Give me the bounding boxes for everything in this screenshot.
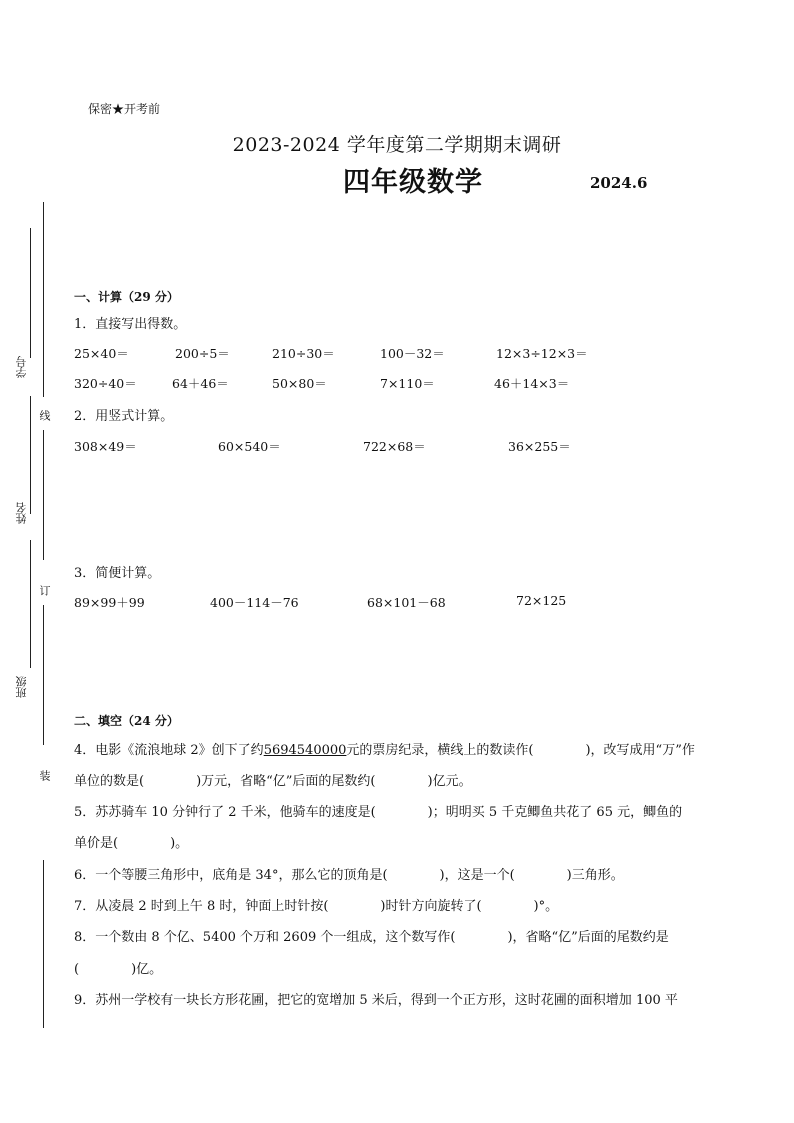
- q4-post: 元的票房纪录，横线上的数读作( )，改写成用“万”作: [346, 743, 695, 758]
- q1-problem: 25×40＝: [74, 346, 129, 361]
- q1-problem: 320÷40＝: [74, 376, 137, 391]
- name-field-line-1: [30, 228, 31, 358]
- binding-line-1: [43, 202, 44, 397]
- q9-text: 9．苏州一学校有一块长方形花圃，把它的宽增加 5 米后，得到一个正方形，这时花圃的面积增加 100 平: [74, 993, 678, 1008]
- q4-box-office-number: 5694540000: [263, 743, 347, 758]
- exam-title: 2023-2024 学年度第二学期期末调研: [232, 134, 562, 156]
- q1-problem: 200÷5＝: [175, 346, 230, 361]
- q8-line-1: 8．一个数由 8 个亿、5400 个万和 2609 个一组成，这个数写作( )，省略“亿”后面的尾数约是: [74, 930, 669, 945]
- q1-problem: 210÷30＝: [272, 346, 335, 361]
- q1-problem: 100－32＝: [380, 346, 445, 361]
- q4-line-1: [74, 739, 695, 758]
- q4-line-2: 单位的数是( )万元，省略“亿”后面的尾数约( )亿元。: [74, 774, 472, 789]
- student-id-label: 学号: [15, 356, 28, 378]
- q1-problem: 7×110＝: [380, 376, 435, 391]
- cut-line-mark-zhuang: 装: [38, 770, 51, 781]
- section-2-heading: 二、填空（24 分）: [74, 714, 179, 728]
- q4-pre: 4．电影《流浪地球 2》创下了约: [74, 743, 264, 758]
- binding-line-2: [43, 430, 44, 560]
- q5-line-2: 单价是( )。: [74, 836, 189, 851]
- exam-date: 2024.6: [590, 174, 648, 192]
- binding-line-3: [43, 605, 44, 745]
- q3-title: 3．简便计算。: [74, 566, 161, 581]
- q8-line-2: ( )亿。: [74, 962, 163, 977]
- cut-line-mark-ding: 订: [38, 585, 51, 596]
- section-1-heading: 一、计算（29 分）: [74, 290, 179, 304]
- class-label: 班级: [15, 676, 28, 698]
- q1-title: 1．直接写出得数。: [74, 317, 187, 332]
- q2-problem: 722×68＝: [363, 439, 426, 454]
- q1-problem: 46＋14×3＝: [494, 376, 570, 391]
- q1-problem: 50×80＝: [272, 376, 327, 391]
- binding-line-4: [43, 860, 44, 1028]
- confidential-mark: 保密★开考前: [88, 102, 161, 116]
- q2-problem: 60×540＝: [218, 439, 281, 454]
- q2-problem: 36×255＝: [508, 439, 571, 454]
- q3-problem: 68×101－68: [367, 595, 446, 610]
- name-field-line-2: [30, 396, 31, 514]
- q7-text: 7．从凌晨 2 时到上午 8 时，钟面上时针按( )时针方向旋转了( )°。: [74, 899, 559, 914]
- grade-subject-title: 四年级数学: [343, 167, 483, 198]
- q3-problem: 89×99＋99: [74, 595, 145, 610]
- q2-title: 2．用竖式计算。: [74, 409, 174, 424]
- q3-problem: 400－114－76: [210, 595, 299, 610]
- cut-line-mark-xian: 线: [38, 410, 51, 421]
- q1-problem: 12×3÷12×3＝: [496, 346, 588, 361]
- q6-text: 6．一个等腰三角形中，底角是 34°，那么它的顶角是( )，这是一个( )三角形。: [74, 868, 624, 883]
- name-field-line-3: [30, 540, 31, 668]
- q2-problem: 308×49＝: [74, 439, 137, 454]
- name-label: 姓名: [15, 502, 28, 524]
- q3-problem: 72×125: [516, 593, 567, 608]
- q1-problem: 64＋46＝: [172, 376, 229, 391]
- q5-line-1: 5．苏苏骑车 10 分钟行了 2 千米，他骑车的速度是( )；明明买 5 千克鲫鱼共花了 65 元，鲫鱼的: [74, 805, 683, 820]
